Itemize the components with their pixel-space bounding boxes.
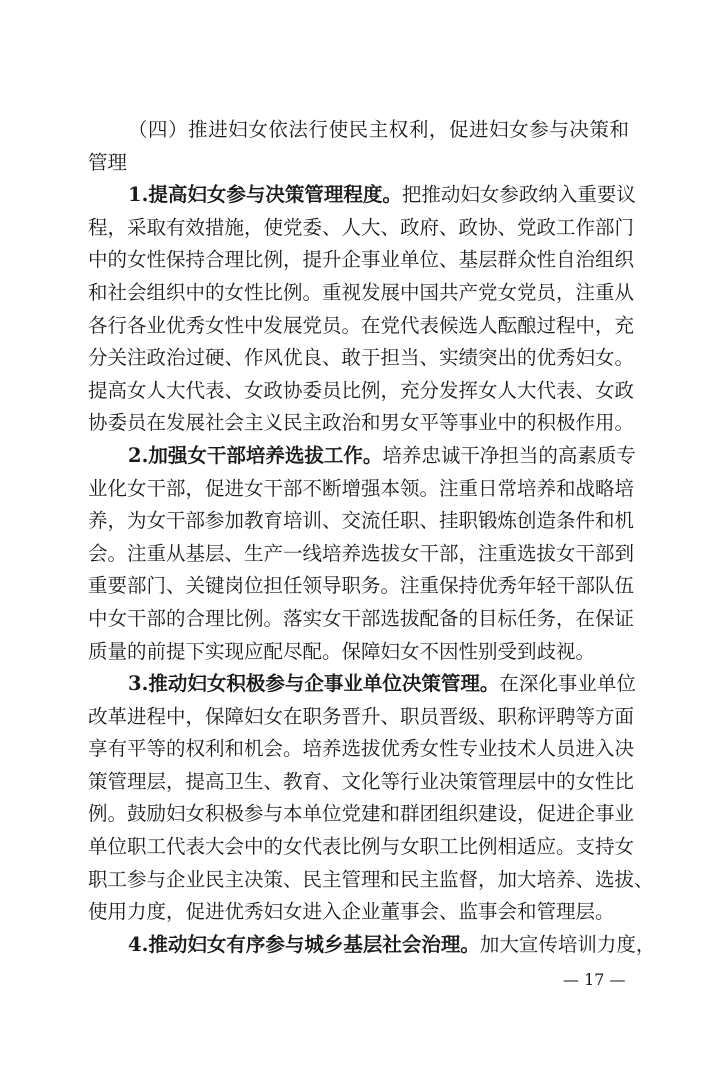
paragraph-1-line: 和社会组织中的女性比例。重视发展中国共产党女党员，注重从 [88,280,635,304]
paragraph-3-line: 职工参与企业民主决策、民主管理和民主监督，加大培养、选拔、 [88,867,654,891]
paragraph-1-line: 协委员在发展社会主义民主政治和男女平等事业中的积极作用。 [88,411,635,435]
paragraph-3-line: 例。鼓励妇女积极参与本单位党建和群团组织建设，促进企事业 [88,802,635,826]
paragraph-2-line: 养，为女干部参加教育培训、交流任职、挂职锻炼创造条件和机 [88,509,635,533]
section-heading-line-2: 管理 [88,150,128,174]
paragraph-1-text: 把推动妇女参政纳入重要议 [401,183,636,207]
paragraph-2-line: 重要部门、关键岗位担任领导职务。注重保持优秀年轻干部队伍 [88,574,635,598]
paragraph-2-line: 会。注重从基层、生产一线培养选拔女干部，注重选拔女干部到 [88,541,635,565]
paragraph-3-line: 改革进程中，保障妇女在职务晋升、职员晋级、职称评聘等方面 [88,704,635,728]
paragraph-1-line-1 [88,179,636,212]
paragraph-2-title: 2.加强女干部培养选拔工作。 [128,443,383,467]
paragraph-2-text: 培养忠诚干净担当的高素质专 [382,443,636,467]
paragraph-2-line: 质量的前提下实现应配尽配。保障妇女不因性别受到歧视。 [88,639,596,663]
paragraph-3-line: 策管理层，提高卫生、教育、文化等行业决策管理层中的女性比 [88,769,635,793]
paragraph-4-title: 4.推动妇女有序参与城乡基层社会治理。 [128,932,480,956]
paragraph-3-line: 使用力度，促进优秀妇女进入企业董事会、监事会和管理层。 [88,900,615,924]
document-body [88,114,656,961]
paragraph-3-title: 3.推动妇女积极参与企事业单位决策管理。 [128,672,500,696]
paragraph-4-text: 加大宣传培训力度， [479,932,656,956]
paragraph-2-line-1 [88,440,636,473]
paragraph-3-line: 享有平等的权利和机会。培养选拔优秀女性专业技术人员进入决 [88,737,635,761]
paragraph-1-line: 程，采取有效措施，使党委、人大、政府、政协、党政工作部门 [88,215,635,239]
section-heading-line-1: （四）推进妇女依法行使民主权利，促进妇女参与决策和 [128,118,629,141]
paragraph-4-line-1 [88,929,656,962]
page-number: — 17 — [563,970,626,989]
paragraph-1-line: 各行各业优秀女性中发展党员。在党代表候选人酝酿过程中，充 [88,313,635,337]
paragraph-3-text: 在深化事业单位 [499,672,636,696]
paragraph-1-line: 分关注政治过硬、作风优良、敢于担当、实绩突出的优秀妇女。 [88,346,635,370]
paragraph-2-line: 中女干部的合理比例。落实女干部选拔配备的目标任务，在保证 [88,606,635,630]
paragraph-1-title: 1.提高妇女参与决策管理程度。 [128,183,402,207]
paragraph-3-line-1 [88,668,636,701]
paragraph-1-line: 提高女人大代表、女政协委员比例，充分发挥女人大代表、女政 [88,378,635,402]
paragraph-2-line: 业化女干部，促进女干部不断增强本领。注重日常培养和战略培 [88,476,635,500]
paragraph-1-line: 中的女性保持合理比例，提升企事业单位、基层群众性自治组织 [88,248,635,272]
paragraph-3-line: 单位职工代表大会中的女代表比例与女职工比例相适应。支持女 [88,835,635,859]
